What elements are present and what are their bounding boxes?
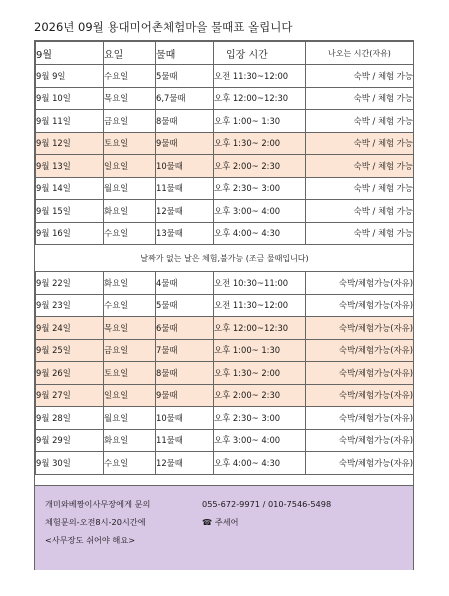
table-row [36,362,414,385]
cell-weekday: 화요일 [104,200,156,223]
cell-entry-time: 오후 2:00~ 2:30 [214,155,306,178]
cell-weekday: 금요일 [104,339,156,362]
table-row [36,452,414,475]
cell-entry-time: 오후 1:30~ 2:00 [214,362,306,385]
cell-status: 숙박/체험가능(자유) [306,429,414,452]
cell-date: 9월 27일 [36,384,104,407]
cell-date: 9월 12일 [36,132,104,155]
cell-date: 9월 11일 [36,110,104,133]
tide-table-sheet [34,40,414,570]
cell-entry-time: 오후 12:00~12:30 [214,87,306,110]
cell-status: 숙박 / 체험 가능 [306,87,414,110]
contact-owner [202,517,239,528]
cell-weekday: 월요일 [104,407,156,430]
header-month: 9월 [36,42,104,65]
cell-entry-time: 오후 1:30~ 2:00 [214,132,306,155]
cell-weekday: 토요일 [104,362,156,385]
cell-entry-time: 오후 12:00~12:30 [214,317,306,340]
cell-entry-time: 오전 10:30~11:00 [214,272,306,295]
cell-weekday: 수요일 [104,222,156,245]
cell-status: 숙박/체험가능(자유) [306,407,414,430]
contact-hours: 체험문의-오전8시-20시간에 [45,517,146,527]
table-row [36,317,414,340]
header-entry-time: 입장 시간 [214,42,306,65]
table-row [36,155,414,178]
cell-weekday: 토요일 [104,132,156,155]
table-row [36,407,414,430]
cell-weekday: 수요일 [104,452,156,475]
header-tide: 물때 [156,42,214,65]
cell-date: 9월 23일 [36,294,104,317]
cell-tide: 8물때 [156,110,214,133]
cell-entry-time: 오후 2:30~ 3:00 [214,407,306,430]
cell-date: 9월 24일 [36,317,104,340]
cell-entry-time: 오후 1:00~ 1:30 [214,339,306,362]
cell-date: 9월 25일 [36,339,104,362]
cell-date: 9월 22일 [36,272,104,295]
cell-weekday: 일요일 [104,384,156,407]
phone-icon: ☎ [202,517,213,527]
cell-tide: 5물때 [156,65,214,88]
cell-status: 숙박 / 체험 가능 [306,177,414,200]
cell-entry-time: 오후 2:30~ 3:00 [214,177,306,200]
cell-tide: 11물때 [156,429,214,452]
cell-tide: 7물때 [156,339,214,362]
cell-tide: 8물때 [156,362,214,385]
cell-tide: 12물때 [156,452,214,475]
cell-date: 9월 29일 [36,429,104,452]
cell-status: 숙박/체험가능(자유) [306,362,414,385]
table-row [36,132,414,155]
no-experience-note: 날짜가 없는 날은 체험,불가능 (조금 물때입니다) [36,245,414,272]
cell-weekday: 일요일 [104,155,156,178]
contact-owner-name: 주세어 [214,517,239,527]
cell-entry-time: 오후 3:00~ 4:00 [214,429,306,452]
cell-tide: 6,7물때 [156,87,214,110]
cell-date: 9월 30일 [36,452,104,475]
cell-status: 숙박/체험가능(자유) [306,317,414,340]
cell-entry-time: 오전 11:30~12:00 [214,294,306,317]
cell-status: 숙박 / 체험 가능 [306,65,414,88]
cell-weekday: 목요일 [104,317,156,340]
cell-date: 9월 16일 [36,222,104,245]
cell-weekday: 목요일 [104,87,156,110]
table-row [36,177,414,200]
table-row [36,65,414,88]
cell-date: 9월 13일 [36,155,104,178]
cell-weekday: 수요일 [104,65,156,88]
cell-weekday: 월요일 [104,177,156,200]
header-day: 요일 [104,42,156,65]
cell-date: 9월 15일 [36,200,104,223]
cell-tide: 5물때 [156,294,214,317]
cell-entry-time: 오후 4:00~ 4:30 [214,452,306,475]
cell-tide: 10물때 [156,407,214,430]
cell-tide: 9물때 [156,132,214,155]
cell-tide: 6물때 [156,317,214,340]
tide-table [35,41,414,475]
cell-status: 숙박 / 체험 가능 [306,155,414,178]
cell-status: 숙박/체험가능(자유) [306,294,414,317]
cell-entry-time: 오전 11:30~12:00 [214,65,306,88]
cell-entry-time: 오후 3:00~ 4:00 [214,200,306,223]
cell-date: 9월 9일 [36,65,104,88]
cell-status: 숙박 / 체험 가능 [306,222,414,245]
cell-date: 9월 26일 [36,362,104,385]
cell-status: 숙박 / 체험 가능 [306,110,414,133]
no-experience-note-row [36,245,414,272]
contact-inquiry-label: 개미와베짱이사무장에게 문의 [45,499,151,509]
contact-box [35,485,413,570]
cell-tide: 13물때 [156,222,214,245]
contact-rest-note: <사무장도 쉬어야 해요> [45,535,136,545]
cell-weekday: 금요일 [104,110,156,133]
cell-tide: 10물때 [156,155,214,178]
cell-weekday: 수요일 [104,294,156,317]
cell-entry-time: 오후 2:00~ 2:30 [214,384,306,407]
contact-phone-numbers: 055-672-9971 / 010-7546-5498 [202,499,332,509]
cell-status: 숙박 / 체험 가능 [306,200,414,223]
cell-status: 숙박/체험가능(자유) [306,272,414,295]
cell-status: 숙박/체험가능(자유) [306,452,414,475]
table-row [36,87,414,110]
table-row [36,294,414,317]
table-header-row [36,42,414,65]
cell-tide: 11물때 [156,177,214,200]
page-title: 2026년 09월 용대미어촌체험마을 물때표 올립니다 [34,20,293,34]
cell-date: 9월 28일 [36,407,104,430]
table-row [36,222,414,245]
cell-tide: 9물때 [156,384,214,407]
cell-weekday: 화요일 [104,272,156,295]
table-row [36,200,414,223]
cell-weekday: 화요일 [104,429,156,452]
cell-status: 숙박/체험가능(자유) [306,339,414,362]
cell-status: 숙박/체험가능(자유) [306,384,414,407]
cell-tide: 4물때 [156,272,214,295]
table-row [36,272,414,295]
cell-date: 9월 10일 [36,87,104,110]
table-row [36,429,414,452]
table-row [36,110,414,133]
header-exit-time: 나오는 시간(자유) [306,42,414,65]
table-row [36,384,414,407]
cell-status: 숙박 / 체험 가능 [306,132,414,155]
cell-date: 9월 14일 [36,177,104,200]
cell-entry-time: 오후 4:00~ 4:30 [214,222,306,245]
cell-tide: 12물때 [156,200,214,223]
cell-entry-time: 오후 1:00~ 1:30 [214,110,306,133]
table-row [36,339,414,362]
